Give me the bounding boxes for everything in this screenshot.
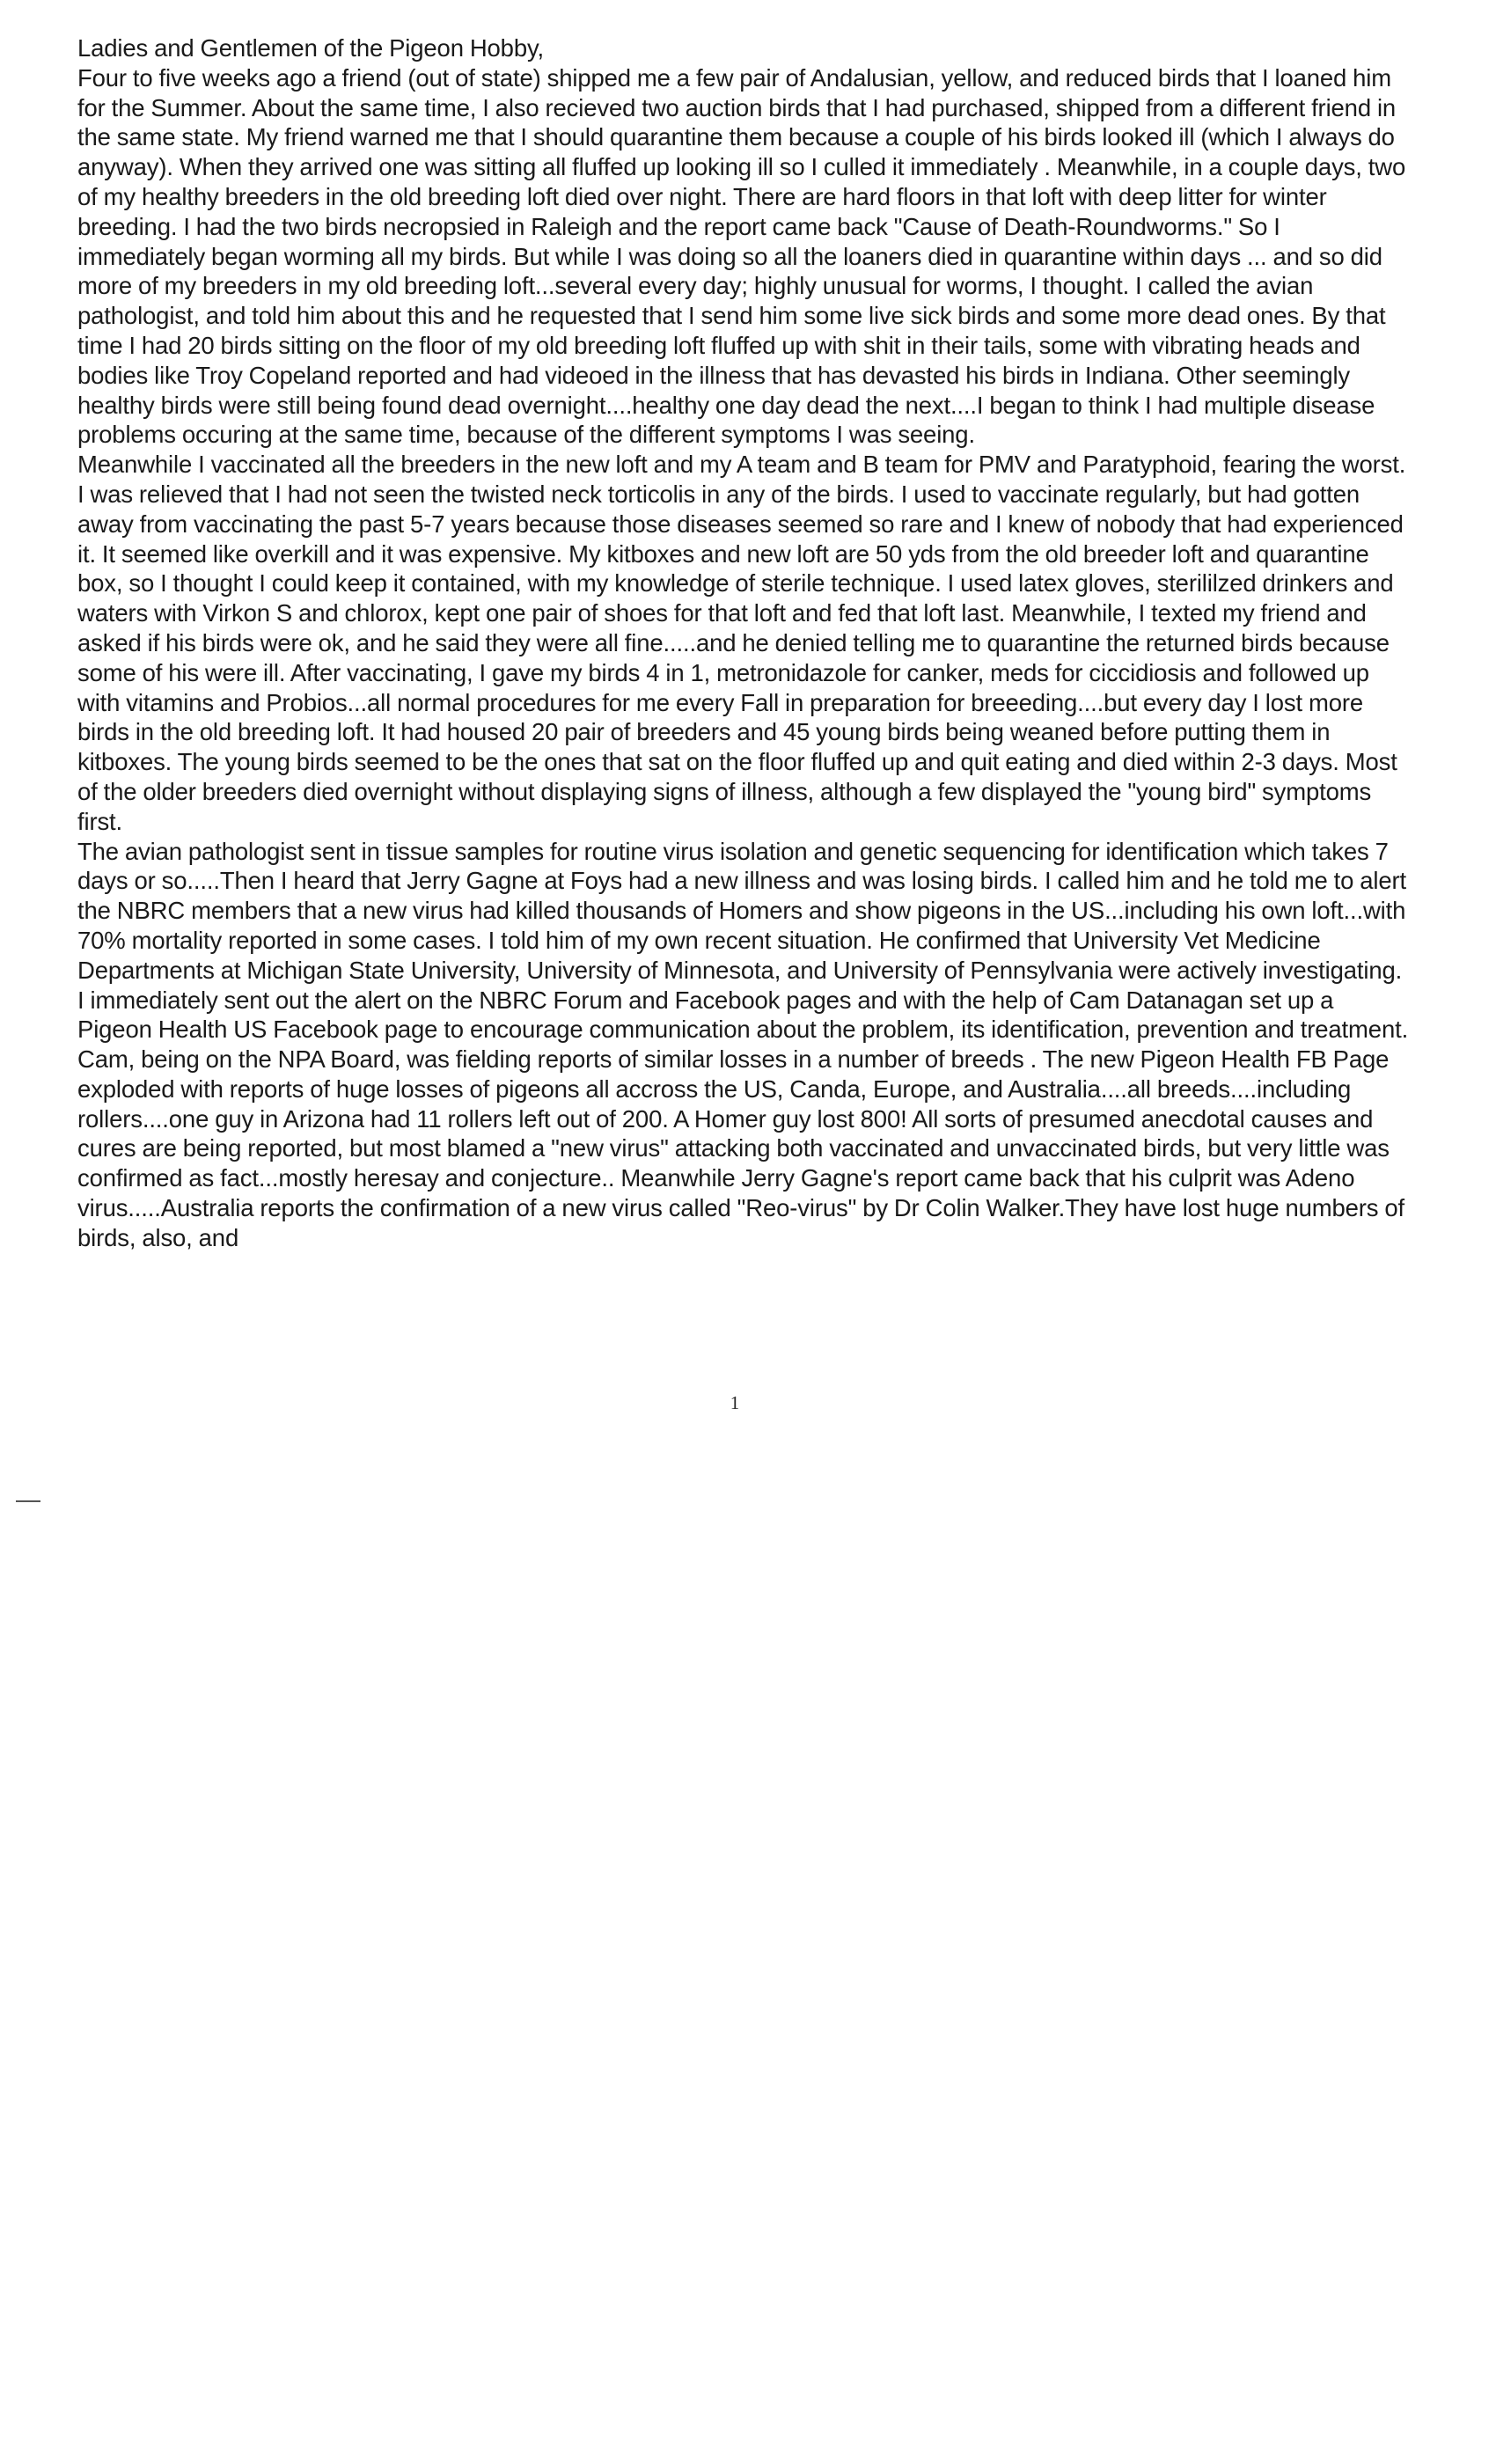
letter-salutation: Ladies and Gentlemen of the Pigeon Hobby,: [77, 34, 545, 62]
letter-body: [77, 33, 1411, 1253]
page-number: 1: [730, 1392, 740, 1413]
letter-paragraph: I immediately sent out the alert on the NBRC Forum and Facebook pages and with the help of Cam Datanagan set up a Pigeon Health US Facebook page to encourage communication about the problem, its identification, prevention and treatment. Cam, being on the NPA Board, was fielding reports of similar losses in a number of breeds . The new Pigeon Health FB Page exploded with reports of huge losses of pigeons all accross the US, Canda, Europe, and Australia....all breeds....including rollers....one guy in Arizona had 11 rollers left out of 200. A Homer guy lost 800! All sorts of presumed anecdotal causes and cures are being reported, but most blamed a "new virus" attacking both vaccinated and unvaccinated birds, but very little was confirmed as fact...mostly heresay and conjecture.. Meanwhile Jerry Gagne's report came back that his culprit was Adeno virus.....Australia reports the confirmation of a new virus called "Reo-virus" by Dr Colin Walker.They have lost huge numbers of birds, also, and: [77, 986, 1409, 1251]
letter-paragraph: Four to five weeks ago a friend (out of state) shipped me a few pair of Andalusian, yellow, and reduced birds that I loaned him for the Summer. About the same time, I also recieved two auction birds that I had purchased, shipped from a different friend in the same state. My friend warned me that I should quarantine them because a couple of his birds looked ill (which I always do anyway). When they arrived one was sitting all fluffed up looking ill so I culled it immediately . Meanwhile, in a couple days, two of my healthy breeders in the old breeding loft died over night. There are hard floors in that loft with deep litter for winter breeding. I had the two birds necropsied in Raleigh and the report came back "Cause of Death-Roundworms." So I immediately began worming all my birds. But while I was doing so all the loaners died in quarantine within days ... and so did more of my breeders in my old breeding loft...several every day; highly unusual for worms, I thought. I called the avian pathologist, and told him about this and he requested that I send him some live sick birds and some more dead ones. By that time I had 20 birds sitting on the floor of my old breeding loft fluffed up with shit in their tails, some with vibrating heads and bodies like Troy Copeland reported and had videoed in the illness that has devasted his birds in Indiana. Other seemingly healthy birds were still being found dead overnight....healthy one day dead the next....I began to think I had multiple disease problems occuring at the same time, because of the different symptoms I was seeing.: [77, 63, 1406, 449]
letter-paragraph: Meanwhile I vaccinated all the breeders in the new loft and my A team and B team for PMV and Paratyphoid, fearing the worst. I was relieved that I had not seen the twisted neck torticolis in any of the birds. I used to vaccinate regularly, but had gotten away from vaccinating the past 5-7 years because those diseases seemed so rare and I knew of nobody that had experienced it. It seemed like overkill and it was expensive. My kitboxes and new loft are 50 yds from the old breeder loft and quarantine box, so I thought I could keep it contained, with my knowledge of sterile technique. I used latex gloves, sterililzed drinkers and waters with Virkon S and chlorox, kept one pair of shoes for that loft and fed that loft last. Meanwhile, I texted my friend and asked if his birds were ok, and he said they were all fine.....and he denied telling me to quarantine the returned birds because some of his were ill. After vaccinating, I gave my birds 4 in 1, metronidazole for canker, meds for ciccidiosis and followed up with vitamins and Probios...all normal procedures for me every Fall in preparation for breeeding....but every day I lost more birds in the old breeding loft. It had housed 20 pair of breeders and 45 young birds being weaned before putting them in kitboxes. The young birds seemed to be the ones that sat on the floor fluffed up and quit eating and died within 2-3 days. Most of the older breeders died overnight without displaying signs of illness, although a few displayed the "young bird" symptoms first.: [77, 451, 1406, 835]
scan-edge-mark: [16, 1500, 40, 1502]
letter-paragraph: The avian pathologist sent in tissue samples for routine virus isolation and genetic sequencing for identification which takes 7 days or so.....Then I heard that Jerry Gagne at Foys had a new illness and was losing birds. I called him and he told me to alert the NBRC members that a new virus had killed thousands of Homers and show pigeons in the US...including his own loft...with 70% mortality reported in some cases. I told him of my own recent situation. He confirmed that University Vet Medicine Departments at Michigan State University, University of Minnesota, and University of Pennsylvania were actively investigating.: [77, 837, 1406, 984]
